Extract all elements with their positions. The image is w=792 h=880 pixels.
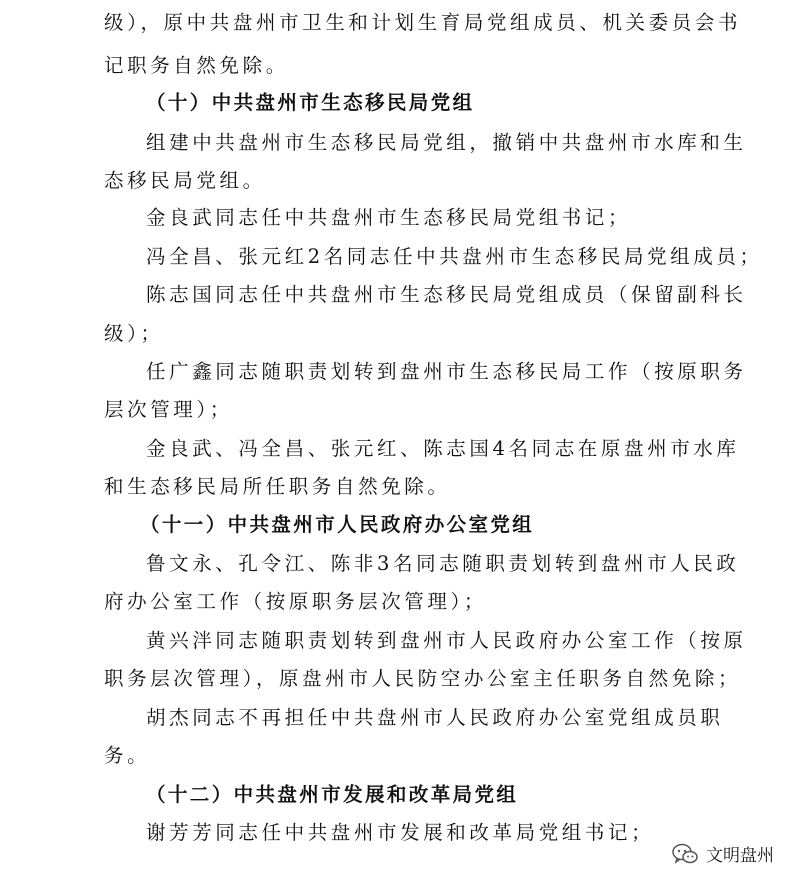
text-line: 记职务自然免除。 — [104, 54, 289, 77]
text-line: 任广鑫同志随职责划转到盘州市生态移民局工作（按原职务 — [146, 360, 747, 383]
watermark-text: 文明盘州 — [706, 846, 774, 866]
text-line: 府办公室工作（按原职务层次管理）； — [104, 590, 487, 613]
text-line: 职务层次管理），原盘州市人民防空办公室主任职务自然免除； — [104, 667, 742, 690]
section-heading: （十一）中共盘州市人民政府办公室党组 — [140, 513, 535, 536]
text-line: 胡杰同志不再担任中共盘州市人民政府办公室党组成员职 — [146, 706, 724, 729]
text-line: 金良武同志任中共盘州市生态移民局党组书记； — [146, 206, 632, 229]
text-line: 和生态移民局所任职务自然免除。 — [104, 475, 451, 498]
wechat-icon — [672, 843, 698, 865]
text-line: 鲁文永、孔令江、陈非3名同志随职责划转到盘州市人民政 — [146, 552, 740, 575]
text-line: 谢芳芳同志任中共盘州市发展和改革局党组书记； — [146, 821, 655, 844]
section-heading: （十）中共盘州市生态移民局党组 — [146, 91, 475, 114]
text-line: 级）； — [104, 322, 164, 345]
wechat-watermark — [672, 841, 774, 866]
text-line: 级），原中共盘州市卫生和计划生育局党组成员、机关委员会书 — [104, 11, 742, 34]
text-line: 黄兴泮同志随职责划转到盘州市人民政府办公室工作（按原 — [146, 629, 747, 652]
text-line: 层次管理）； — [104, 398, 233, 421]
text-line: 态移民局党组。 — [104, 169, 266, 192]
text-line: 务。 — [104, 744, 151, 767]
section-heading: （十二）中共盘州市发展和改革局党组 — [146, 783, 519, 806]
text-line: 组建中共盘州市生态移民局党组，撤销中共盘州市水库和生 — [146, 131, 747, 154]
text-line: 冯全昌、张元红2名同志任中共盘州市生态移民局党组成员； — [146, 245, 763, 268]
text-line: 金良武、冯全昌、张元红、陈志国4名同志在原盘州市水库 — [146, 437, 740, 460]
text-line: 陈志国同志任中共盘州市生态移民局党组成员（保留副科长 — [146, 283, 747, 306]
